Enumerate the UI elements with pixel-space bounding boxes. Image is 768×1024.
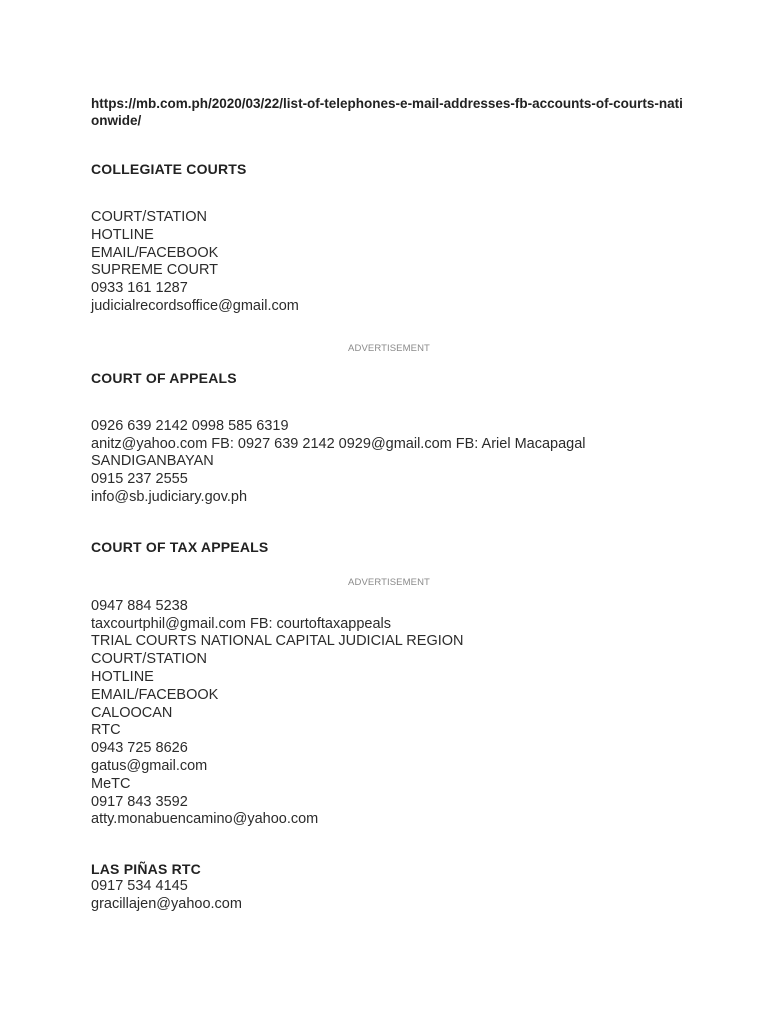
list-item: HOTLINE <box>91 226 154 243</box>
list-item: 0947 884 5238 <box>91 597 188 614</box>
list-item: EMAIL/FACEBOOK <box>91 244 219 261</box>
list-item: 0917 843 3592 <box>91 793 188 810</box>
list-item: gracillajen@yahoo.com <box>91 895 242 912</box>
document-page <box>91 95 691 914</box>
list-item: 0933 161 1287 <box>91 280 188 297</box>
list-item: TRIAL COURTS NATIONAL CAPITAL JUDICIAL REGION <box>91 633 464 650</box>
advertisement-label: ADVERTISEMENT <box>348 342 430 354</box>
court-of-appeals-list <box>91 418 691 507</box>
heading-las-pinas-rtc: LAS PIÑAS RTC <box>91 861 201 878</box>
list-item: anitz@yahoo.com FB: 0927 639 2142 0929@gmail.com FB: Ariel Macapagal <box>91 435 586 452</box>
list-item: SUPREME COURT <box>91 262 219 279</box>
list-item: gatus@gmail.com <box>91 757 208 774</box>
list-item: SANDIGANBAYAN <box>91 453 214 470</box>
list-item: EMAIL/FACEBOOK <box>91 686 219 703</box>
list-item: 0926 639 2142 0998 585 6319 <box>91 417 289 434</box>
heading-court-of-appeals: COURT OF APPEALS <box>91 369 237 386</box>
list-item: CALOOCAN <box>91 704 173 721</box>
heading-collegiate-courts: COLLEGIATE COURTS <box>91 161 247 177</box>
list-item: HOTLINE <box>91 668 154 685</box>
list-item: 0943 725 8626 <box>91 740 188 757</box>
source-url[interactable]: https://mb.com.ph/2020/03/22/list-of-telephones-e-mail-addresses-fb-accounts-of-courts-nationwide/ <box>91 96 683 128</box>
collegiate-courts-list <box>91 209 691 316</box>
list-item: atty.monabuencamino@yahoo.com <box>91 811 319 828</box>
heading-court-of-tax-appeals: COURT OF TAX APPEALS <box>91 538 269 555</box>
tax-appeals-list <box>91 598 691 829</box>
list-item: COURT/STATION <box>91 651 207 668</box>
list-item: MeTC <box>91 775 131 792</box>
list-item: 0915 237 2555 <box>91 471 188 488</box>
list-item: info@sb.judiciary.gov.ph <box>91 488 248 505</box>
advertisement-label: ADVERTISEMENT <box>348 576 430 588</box>
list-item: RTC <box>91 722 121 739</box>
las-pinas-list <box>91 878 691 914</box>
list-item: taxcourtphil@gmail.com FB: courtoftaxappeals <box>91 615 392 632</box>
list-item: 0917 534 4145 <box>91 878 188 895</box>
list-item: COURT/STATION <box>91 209 207 225</box>
list-item: judicialrecordsoffice@gmail.com <box>91 297 299 314</box>
